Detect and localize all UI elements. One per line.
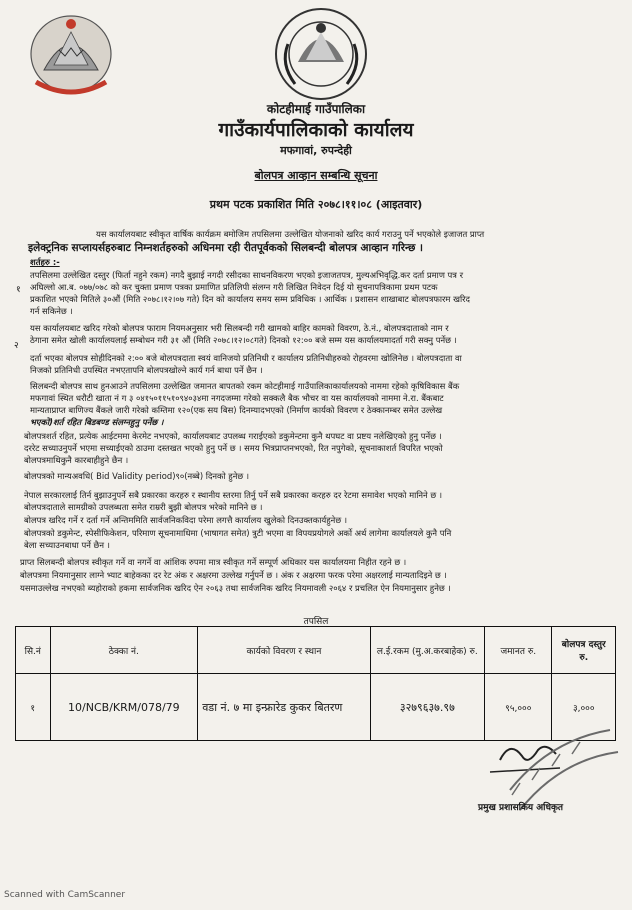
conditions-heading: शर्तहरु :- [30, 257, 60, 267]
body-line: यस कार्यालयबाट खरिद गरेको बोलपत्र फाराम नियमअनुसार भरी सिलबन्दी गरी खामको बाहिर कामको विवरण, ठे.नं., बोलपत्रदाताको नाम र [30, 323, 449, 333]
body-line: बोलपत्रशर्त रहित, प्रत्येक आईटममा केरमेट नभएको, कार्यालयबाट उपलब्ध गराईएको डकुमेन्टमा कुनै थपघट वा प्रष्टय नलेखिएको हुनु पर्नेछ । [24, 431, 442, 441]
cell-sn: १ [16, 674, 51, 741]
body-line: प्रकाशित भएको मितिले ३०औं (मिति २०७८।१२।०७ गते) दिन को कार्यालय समय सम्म प्रविधिक । आर्थिक । प्रशासन शाखाबाट बोलपत्रफारम खरिद [30, 294, 470, 304]
body-line: दर्ता भएका बोलपत्र सोहीदिनको २:०० बजे बोलपत्रदाता स्वयं वानिजयो प्रतिनिधी र कार्यालय प्रतिनिधीहरुको रोहवरमा खोलिनेछ । बोलपत्रदाता वा [30, 353, 462, 363]
body-line: मान्यताप्राप्त बाणिज्य बैंकले जारी गरेको कम्तिमा १२०(एक सय बिस) दिनम्यादभएको (निर्माण कार्यको विवरण र ठेक्कानम्बर समेत उल्लेख [30, 405, 443, 415]
office-seal-icon [270, 4, 372, 104]
cell-estimate: ३२७९६३७.९७ [370, 674, 484, 741]
body-line: मफगावां स्थित धरौटी खाता नं ग ३ ०४१५०११५१०९४०३४मा नगदजम्मा गरेको सक्कलै बैक भौचर वा यस कार्यालयको नाममा ने.रा. बैंकबाट [30, 393, 444, 403]
body-line: गर्न सकिनेछ । [30, 306, 73, 316]
body-line: नेपाल सरकारलाई तिर्न बुझाउनुपर्ने सबै प्रकारका करहरु र स्थानीय स्तरमा तिर्नु पर्ने सबै प्रकारका करहरु दर रेटमा समावेश भएको मानिने छ । [24, 490, 443, 500]
body-line: तपसिलमा उल्लेखित दस्तुर (फिर्ता नहुने रकम) नगदै बुझाई नगदी रसीदका साथनविकरण भएको इजाजतपत्र, मुल्यअभिवृद्धि.कर दर्ता प्रमाण पत्र र [30, 270, 464, 280]
item-number: १ [16, 285, 21, 295]
table-header-row [16, 627, 616, 674]
signatory-title: प्रमुख प्रशासकिय अधिकृत [478, 803, 564, 813]
publication-date: प्रथम पटक प्रकाशित मिति २०७८।११।०८ (आइतवार) [209, 198, 423, 211]
body-line: यस कार्यालयबाट स्वीकृत वार्षिक कार्यक्रम बमोजिम तपसिलमा उल्लेखित योजनाको खरिद कार्य गराउनु पर्ने भएकोले इजाजत प्राप्त [96, 229, 485, 239]
col-header-contract-no: ठेक्का नं. [50, 627, 198, 674]
body-line: बेला सच्याउनबाधा पर्ने छैन । [24, 540, 110, 550]
body-line: बोलपत्र खरिद गर्ने र दर्ता गर्ने अन्तिममिति सार्वजनिकविदा परेमा लगत्तै कार्यालय खुलेको दिनउक्तकार्यहुनेछ । [24, 515, 348, 525]
col-header-security: जमानत रु. [485, 627, 552, 674]
body-line: बोलपत्रमाथिकुनै कारबाहीहुने छैन । [24, 455, 129, 465]
office-address: मफगावां, रुपन्देही [280, 144, 352, 157]
body-line: भएको)शर्त रहित बिडबण्ड संलग्नहुनु पर्नेछ । [30, 417, 164, 427]
body-line: यसमाउल्लेख नभएको ब्यहोराको हकमा सार्वजनिक खरिद ऐन २०६३ तथा सार्वजनिक खरिद नियमावली २०६४ र प्रचलित ऐन नियमानुसार हुनेछ । [20, 583, 451, 593]
body-line: इलेक्ट्रनिक सप्लायर्सहरुबाट निम्नशर्तहरुको अधिनमा रही रीतपूर्वकको सिलबन्दी बोलपत्र आव्हान गरिन्छ । [28, 242, 424, 254]
notice-subject: बोलपत्र आव्हान सम्बन्धि सूचना [254, 169, 378, 182]
body-line: बोलपत्रदाताले सामग्रीको उपलब्धता समेत राम्ररी बुझी बोलपत्र भरेको मानिने छ । [24, 502, 263, 512]
body-line: प्राप्त सिलबन्दी बोलपत्र स्वीकृत गर्ने वा नगर्ने वा आंशिक रुपमा मात्र स्वीकृत गर्ने सम्पूर्ण अधिकार यस कार्यालयमा निहीत रहने छ । [20, 557, 407, 567]
schedule-heading: तपसिल [303, 617, 329, 627]
body-line: ठेगाना समेत खोली कार्यालयलाई सम्बोधन गरी ३१ औं (मिति २०७८।१२।०८गते) दिनको १२:०० बजे सम्म यस कार्यालयमादर्ता गरी सक्नु पर्नेछ । [30, 335, 457, 345]
body-line: सिलबन्दी बोलपत्र साथ हुनआउने तपसिलमा उल्लेखित जमानत बापतको रकम कोटहीमाई गाउँपालिकाकार्यालयको नाममा रहेको कृषिविकास बैंक [30, 381, 460, 391]
body-line: अघिल्लो आ.ब. ०७७/०७८ को कर चुक्ता प्रमाण पत्रका प्रमाणित प्रतिलिपी संलग्न गरी लिखित निवेदन दिई यो सुचनापत्रिकामा प्रथम पटक [30, 282, 438, 292]
item-number: २ [14, 341, 19, 351]
body-line: निजको प्रतिनिधी उपस्थित नभएतापनि बोलपत्रखोल्ने कार्य गर्न बाधा पर्ने छैन । [30, 365, 263, 375]
cell-contract-no: 10/NCB/KRM/078/79 [50, 674, 198, 741]
office-title: गाउँकार्यपालिकाको कार्यालय [218, 119, 414, 141]
cell-fee: ३,००० [552, 674, 616, 741]
col-header-fee: बोलपत्र दस्तुर रु. [552, 627, 616, 674]
body-line: दररेट सच्याउनुपर्ने भएमा सच्याईएको ठाउमा दस्तखत भएको हुनु पर्ने छ । समय भित्रप्राप्तनभएको, रित नपुगेको, सूचनाकाशर्त विपरित भएको [24, 443, 443, 453]
body-line: बोलपत्रको मान्यअवधि( Bid Validity period)९०(नब्बे) दिनको हुनेछ । [24, 471, 250, 481]
nepal-emblem-icon [24, 10, 118, 100]
body-line: बोलपत्रको डकुमेन्ट, स्पेसीफिकेशन, परिमाण सूचनामाधिमा (भाषागत समेत) त्रुटी भएमा वा विपयप्रयोगले अर्को अर्थ लागेमा कार्यालयले कुनै पनि [24, 528, 452, 538]
cell-security: ९५,००० [485, 674, 552, 741]
cell-description: वडा नं. ७ मा इन्फ्रारेड कुकर बितरण [198, 674, 370, 741]
municipality-name: कोटहीमाई गाउँपालिका [266, 102, 366, 116]
col-header-sn: सि.नं [16, 627, 51, 674]
body-line: बोलपत्रमा नियमानुसार लाग्ने भ्याट बाहेकका दर रेट अंक र अक्षरमा उल्लेख गर्नुपर्ने छ । अंक र अक्षरमा फरक परेमा अक्षरलाई मान्यतादिइने छ । [20, 570, 447, 580]
col-header-description: कार्यको विवरण र स्थान [198, 627, 370, 674]
col-header-estimate: ल.ई.रकम (मु.अ.करबाहेक) रु. [370, 627, 484, 674]
scanner-watermark: Scanned with CamScanner [4, 890, 126, 900]
